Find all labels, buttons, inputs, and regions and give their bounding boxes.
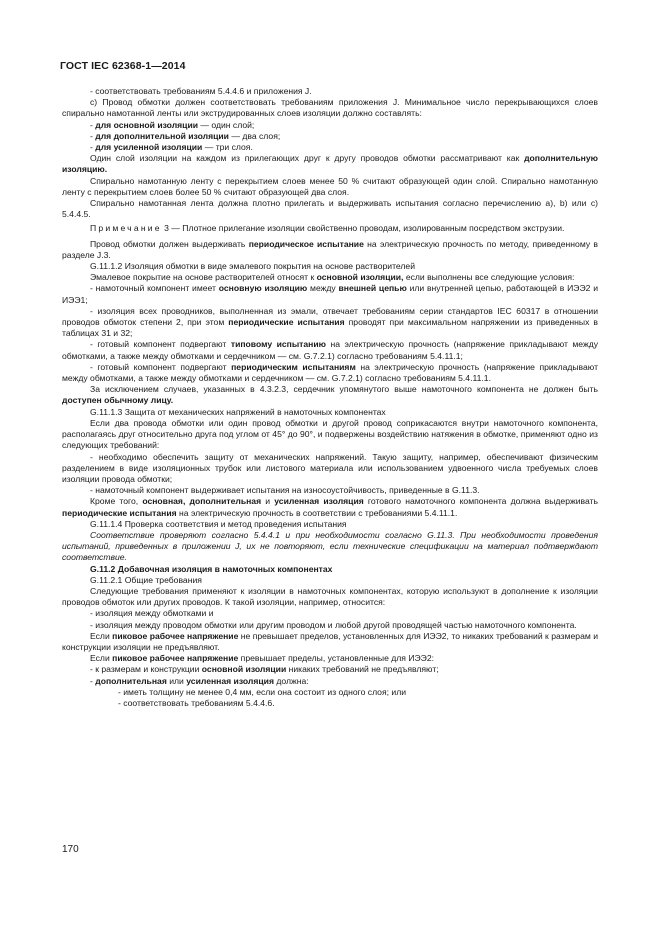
paragraph: Один слой изоляции на каждом из прилегающих друг к другу проводов обмотки рассматривают как дополнительную изоляцию. — [62, 153, 598, 175]
list-item: - изоляция между обмотками и — [90, 608, 214, 619]
paragraph: Следующие требования применяют к изоляции в намоточных компонентах, которую используют в дополнение к изоляции проводов обмоток или других проводов. К такой изоляции, например, относится: — [62, 585, 598, 608]
list-item: - дополнительная или усиленная изоляция должна: — [90, 675, 309, 686]
section-heading: G.11.1.2 Изоляция обмотки в виде эмалевого покрытия на основе растворителей — [90, 261, 416, 272]
paragraph: - соответствовать требованиям 5.4.4.6 и приложения J. — [90, 86, 312, 96]
paragraph: c) Провод обмотки должен соответствовать требованиям приложения J. Минимальное число перекрывающихся слоев спирально намотанной ленты или экструдированных слоев изоляции должно составлять: — [62, 97, 598, 119]
paragraph: За исключением случаев, указанных в 4.3.2.3, сердечник упомянутого выше намоточного компонента не должен быть доступен обычному лицу. — [62, 384, 598, 406]
list-item: - соответствовать требованиям 5.4.4.6. — [118, 697, 275, 708]
paragraph: Кроме того, основная, дополнительная и усиленная изоляция готового намоточного компонента должна выдерживать периодические испытания на электрическую прочность в соответствии с требованиями 5.4.11.1. — [62, 496, 599, 518]
note: Примечание 3 — Плотное прилегание изоляции свойственно проводам, изолированным посредством экструзии. — [90, 223, 565, 234]
document-body — [62, 86, 598, 709]
paragraph: Если пиковое рабочее напряжение не превышает пределов, установленных для ИЭЭ2, то никаких требований к размерам и конструкции изоляции не предъявляют. — [62, 630, 598, 652]
list-item: - для усиленной изоляции — три слоя. — [90, 142, 253, 153]
section-heading: G.11.1.4 Проверка соответствия и метод проведения испытания — [90, 518, 347, 529]
section-heading: G.11.2.1 Общие требования — [90, 574, 202, 585]
list-item: - намоточный компонент выдерживает испытания на износоустойчивость, приведенные в G.11.3. — [90, 485, 480, 496]
list-item: - необходимо обеспечить защиту от механических напряжений. Такую защиту, например, обеспечивают физическим разделением в виде изоляционных трубок или листового материала или использованием удвоенного числа требуемых слоев изоляции провода обмотки; — [62, 451, 598, 484]
paragraph: Спирально намотанную ленту с перекрытием слоев менее 50 % считают образующей один слой. Спирально намотанную ленту с перекрытием слоев более 50 % считают образующей два слоя. — [62, 175, 598, 197]
section-heading: G.11.1.3 Защита от механических напряжений в намоточных компонентах — [90, 406, 386, 417]
paragraph: Спирально намотанная лента должна плотно прилегать и выдерживать испытания согласно перечислению a), b) или c) 5.4.4.5. — [62, 198, 598, 220]
list-item: - изоляция всех проводников, выполненная из эмали, отвечает требованиям серии стандартов IEC 60317 в отношении проводов обмоток степени 2, при этом периодические испытания проводят при максимальном напряжении из приведенных в таблицах 31 и 32; — [62, 305, 598, 339]
paragraph: Провод обмотки должен выдерживать периодическое испытание на электрическую прочность по методу, приведенному в разделе J.3. — [62, 238, 598, 260]
list-item: - к размерам и конструкции основной изоляции никаких требований не предъявляют; — [90, 664, 439, 675]
list-item: - изоляция между проводом обмотки или другим проводом и любой другой проводящей частью намоточного компонента. — [90, 619, 577, 630]
list-item: - для дополнительной изоляции — два слоя; — [90, 130, 281, 141]
list-item: - готовый компонент подвергают типовому испытанию на электрическую прочность (напряжение прикладывают между обмотками, а также между обмотками и сердечником — см. G.7.2.1) согласно требованиям 5.4.11.1; — [62, 339, 599, 361]
note-label: Примечание — [90, 223, 162, 234]
list-item: - готовый компонент подвергают периодическим испытаниям на электрическую прочность (напряжение прикладывают между обмотками, а также между обмотками и сердечником — см. G.7.2.1) согласно требованиям 5.4.11.1. — [62, 361, 598, 384]
paragraph: Эмалевое покрытие на основе растворителей относят к основной изоляции, если выполнены все следующие условия: — [90, 272, 575, 283]
document-header: ГОСТ IEC 62368-1—2014 — [60, 60, 186, 72]
list-item: - намоточный компонент имеет основную изоляцию между внешней цепью или внутренней цепью, работающей в ИЭЭ2 и ИЭЭ1; — [62, 283, 598, 305]
section-heading: G.11.2 Добавочная изоляция в намоточных компонентах — [90, 563, 333, 574]
list-item: - иметь толщину не менее 0,4 мм, если она состоит из одного слоя; или — [118, 686, 407, 697]
paragraph: Если пиковое рабочее напряжение превышает пределы, установленные для ИЭЭ2: — [90, 653, 435, 664]
page-number: 170 — [62, 844, 79, 855]
list-item: - для основной изоляции — один слой; — [90, 119, 255, 130]
paragraph: Если два провода обмотки или один провод обмотки и другой провод соприкасаются внутри намоточного компонента, располагаясь друг относительно друга под углом от 45° до 90°, и подвержены воздействию натяжения в обмотке, применяют одно из следующих требований: — [62, 417, 598, 451]
paragraph: Соответствие проверяют согласно 5.4.4.1 и при необходимости согласно G.11.3. При необходимости проведения испытаний, приведенных в приложении J, их не повторяют, если технические спецификации на материал подтверждают соответствие. — [62, 529, 598, 563]
